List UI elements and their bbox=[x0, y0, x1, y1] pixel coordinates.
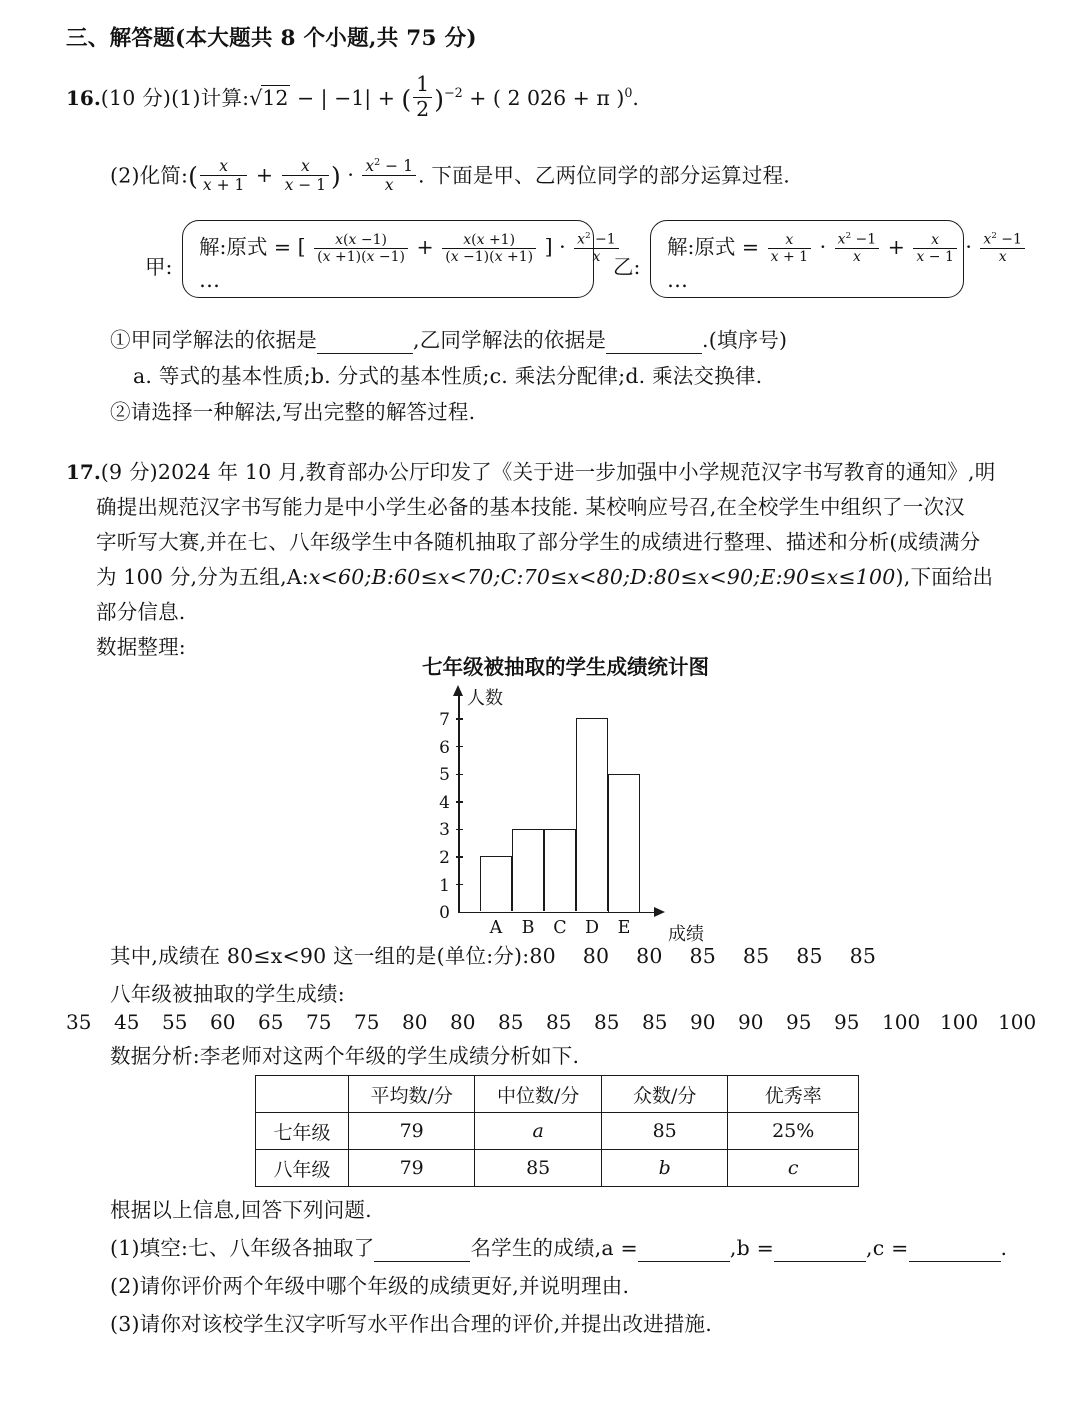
q17-closing-intro: 根据以上信息,回答下列问题. bbox=[110, 1198, 372, 1222]
score-18: 100 bbox=[940, 1010, 979, 1034]
score-0: 35 bbox=[66, 1010, 92, 1034]
score-3: 60 bbox=[210, 1010, 236, 1034]
q16-blank-yi[interactable] bbox=[606, 332, 702, 354]
q17-group-d-v2: 80 bbox=[636, 944, 663, 968]
solution-jia-prefix: 解:原式 = bbox=[199, 235, 292, 259]
q16-part2-expression: ( $\frac{x}{x + 1}$ + $\frac{x}{x - 1}$ ) · $\frac{x^2 - 1}{x}$ bbox=[188, 163, 418, 187]
score-5: 75 bbox=[306, 1010, 332, 1034]
q17-para-line5: 部分信息. bbox=[96, 600, 186, 624]
score-14: 90 bbox=[738, 1010, 764, 1034]
grade7-median: a bbox=[475, 1113, 601, 1150]
solution-box-jia bbox=[182, 220, 616, 298]
q17-para-line1: 2024 年 10 月,教育部办公厅印发了《关于进一步加强中小学规范汉字书写教育的通知》,明 bbox=[157, 460, 996, 484]
q17-analysis-label: 数据分析:李老师对这两个年级的学生成绩分析如下. bbox=[110, 1044, 580, 1068]
q17-blank-b[interactable] bbox=[774, 1240, 866, 1262]
score-13: 90 bbox=[690, 1010, 716, 1034]
score-9: 85 bbox=[498, 1010, 524, 1034]
score-11: 85 bbox=[594, 1010, 620, 1034]
q17-group-d-v5: 85 bbox=[796, 944, 823, 968]
q17-para-line2: 确提出规范汉字书写能力是中小学生必备的基本技能. 某校响应号召,在全校学生中组织了一次汉 bbox=[96, 495, 965, 519]
q17-group-d-v0: 80 bbox=[529, 944, 556, 968]
score-2: 55 bbox=[162, 1010, 188, 1034]
q17-blank-c[interactable] bbox=[909, 1240, 1001, 1262]
q17-data-collect-label: 数据整理: bbox=[96, 635, 186, 659]
table-corner-cell bbox=[256, 1076, 349, 1113]
q16-part1-label: (1)计算: bbox=[171, 85, 250, 110]
q16-sub2-line: ②请选择一种解法,写出完整的解答过程. bbox=[110, 400, 476, 424]
grade7-excellent-rate: 25% bbox=[728, 1113, 859, 1150]
score-6: 75 bbox=[354, 1010, 380, 1034]
score-8: 80 bbox=[450, 1010, 476, 1034]
table-row-label-grade7: 七年级 bbox=[256, 1113, 349, 1150]
bar-chart bbox=[439, 688, 704, 945]
q17-group-d-line bbox=[110, 946, 876, 967]
q17-sub1-text-c: ,b = bbox=[729, 1236, 775, 1260]
y-tick-label-1: 1 bbox=[439, 875, 450, 896]
x-tick-label-E: E bbox=[617, 918, 631, 938]
table-header-row bbox=[256, 1076, 859, 1113]
grade7-mode: 85 bbox=[601, 1113, 727, 1150]
q17-para-line4-pre: 为 100 分,分为五组,A: bbox=[96, 565, 309, 589]
q17-group-d-v6: 85 bbox=[849, 944, 877, 968]
table-row-label-grade8: 八年级 bbox=[256, 1150, 349, 1187]
q17-para-line3: 字听写大赛,并在七、八年级学生中各随机抽取了部分学生的成绩进行整理、描述和分析(成绩满分 bbox=[96, 530, 981, 554]
q17-grade8-label: 八年级被抽取的学生成绩: bbox=[110, 982, 345, 1006]
q17-blank-a[interactable] bbox=[638, 1240, 730, 1262]
solution-box-yi bbox=[650, 220, 1022, 298]
score-4: 65 bbox=[258, 1010, 284, 1034]
q16-blank-jia[interactable] bbox=[317, 332, 413, 354]
grade8-excellent-rate: c bbox=[728, 1150, 859, 1187]
y-axis-label: 人数 bbox=[467, 688, 503, 709]
y-tick-7 bbox=[456, 718, 463, 720]
x-axis bbox=[458, 912, 656, 914]
grade8-mean: 79 bbox=[348, 1150, 474, 1187]
score-7: 80 bbox=[402, 1010, 428, 1034]
y-tick-label-7: 7 bbox=[439, 710, 450, 730]
y-tick-4 bbox=[456, 801, 463, 803]
score-12: 85 bbox=[642, 1010, 668, 1034]
q17-sub1-text-b: 名学生的成绩,a = bbox=[470, 1236, 638, 1260]
table-header-median: 中位数/分 bbox=[475, 1076, 601, 1113]
bar-E bbox=[608, 774, 640, 912]
table-row bbox=[256, 1150, 859, 1187]
x-tick-label-A: A bbox=[489, 918, 503, 938]
q17-para-line4-post: ),下面给出 bbox=[895, 565, 994, 589]
solution-jia-ellipsis: … bbox=[199, 268, 222, 292]
y-tick-2 bbox=[456, 856, 463, 858]
q16-sub1-text-c: .(填序号) bbox=[702, 328, 788, 352]
bar-B bbox=[512, 829, 544, 912]
q17-blank-count[interactable] bbox=[374, 1240, 470, 1262]
solution-jia-expression: 解:原式 = [ $\frac{x(x -1)}{(x +1)(x -1)}$ + $\frac{x(x +1)}{(x -1)(x +1)}$ ] · $\frac{x^2 -1}{x}$ bbox=[199, 230, 621, 265]
table-header-mode: 众数/分 bbox=[601, 1076, 727, 1113]
q16-number: 16. bbox=[66, 85, 101, 110]
grade8-mode: b bbox=[601, 1150, 727, 1187]
score-10: 85 bbox=[546, 1010, 572, 1034]
q17-group-definitions: x<60;B:60≤x<70;C:70≤x<80;D:80≤x<90;E:90≤x≤100 bbox=[308, 565, 896, 589]
y-tick-6 bbox=[456, 746, 463, 748]
y-tick-1 bbox=[456, 884, 463, 886]
q16-options-line: a. 等式的基本性质;b. 分式的基本性质;c. 乘法分配律;d. 乘法交换律. bbox=[133, 364, 763, 388]
section-heading: 三、解答题(本大题共 8 个小题,共 75 分) bbox=[66, 26, 477, 51]
bar-D bbox=[576, 718, 608, 911]
score-17: 100 bbox=[882, 1010, 921, 1034]
score-16: 95 bbox=[834, 1010, 860, 1034]
y-tick-label-2: 2 bbox=[439, 848, 450, 868]
y-axis-arrow-icon bbox=[453, 685, 463, 696]
y-tick-label-0: 0 bbox=[439, 903, 450, 924]
q17-sub1-text-e: . bbox=[1000, 1236, 1008, 1260]
x-tick-label-D: D bbox=[584, 918, 600, 938]
y-tick-label-5: 5 bbox=[439, 765, 450, 786]
score-1: 45 bbox=[114, 1010, 140, 1034]
grade8-median: 85 bbox=[475, 1150, 601, 1187]
q17-para-line4 bbox=[96, 567, 993, 588]
y-axis bbox=[458, 696, 460, 913]
q17-points: (9 分) bbox=[100, 460, 158, 484]
bar-C bbox=[544, 829, 576, 912]
q16-sub1-line bbox=[110, 330, 787, 354]
y-tick-label-4: 4 bbox=[439, 792, 450, 813]
q17-sub2-line: (2)请你评价两个年级中哪个年级的成绩更好,并说明理由. bbox=[110, 1274, 630, 1298]
solution-yi-expression: 解:原式 = $\frac{x}{x + 1}$ · $\frac{x^2 -1}{x}$ + $\frac{x}{x - 1}$ · $\frac{x^2 -1}{x}$ bbox=[667, 230, 1027, 265]
table-header-mean: 平均数/分 bbox=[348, 1076, 474, 1113]
y-tick-label-3: 3 bbox=[439, 820, 450, 841]
q17-sub3-line: (3)请你对该校学生汉字听写水平作出合理的评价,并提出改进措施. bbox=[110, 1312, 712, 1336]
solution-box-yi-label: 乙: bbox=[613, 255, 641, 279]
q16-sub1-text-b: ,乙同学解法的依据是 bbox=[413, 328, 607, 352]
table-row bbox=[256, 1113, 859, 1150]
x-tick-label-C: C bbox=[553, 918, 567, 938]
score-19: 100 bbox=[998, 1010, 1037, 1034]
q17-group-d-prefix: 其中,成绩在 80≤x<90 这一组的是(单位:分): bbox=[110, 944, 530, 968]
solution-yi-ellipsis: … bbox=[667, 268, 690, 292]
q16-line1 bbox=[66, 74, 639, 120]
q17-group-d-v4: 85 bbox=[742, 944, 770, 968]
chart-title: 七年级被抽取的学生成绩统计图 bbox=[422, 655, 709, 679]
bar-A bbox=[480, 856, 512, 911]
x-axis-arrow-icon bbox=[654, 907, 665, 917]
q16-part1-expression: √12 − | −1| + ( $\frac{1}{2}$ )$^{-2}$ + ( 2 026 + π )$^0$. bbox=[249, 72, 639, 121]
q16-part2-tail: . 下面是甲、乙两位同学的部分运算过程. bbox=[417, 163, 790, 188]
q17-line1 bbox=[66, 462, 995, 483]
q17-grade8-scores bbox=[66, 1010, 1056, 1034]
q16-line2 bbox=[110, 158, 790, 194]
q16-part2-label: (2)化简: bbox=[110, 163, 189, 188]
statistics-table bbox=[255, 1075, 859, 1187]
q16-sub1-text-a: ①甲同学解法的依据是 bbox=[110, 328, 317, 352]
table-header-excellent-rate: 优秀率 bbox=[728, 1076, 859, 1113]
q17-sub1-line bbox=[110, 1238, 1007, 1262]
x-axis-label: 成绩 bbox=[668, 924, 704, 945]
q17-group-d-v1: 80 bbox=[582, 944, 610, 968]
y-tick-3 bbox=[456, 829, 463, 831]
solution-box-jia-label: 甲: bbox=[145, 255, 173, 279]
y-tick-label-6: 6 bbox=[439, 737, 450, 758]
x-tick-label-B: B bbox=[521, 918, 535, 938]
y-tick-5 bbox=[456, 774, 463, 776]
q17-sub1-text-d: ,c = bbox=[866, 1236, 909, 1260]
q17-number: 17. bbox=[66, 460, 101, 484]
q17-sub1-text-a: (1)填空:七、八年级各抽取了 bbox=[110, 1236, 375, 1260]
q16-points: (10 分) bbox=[100, 85, 172, 110]
score-15: 95 bbox=[786, 1010, 812, 1034]
q17-group-d-v3: 85 bbox=[689, 944, 716, 968]
grade7-mean: 79 bbox=[348, 1113, 474, 1150]
solution-yi-prefix: 解:原式 = bbox=[667, 235, 760, 259]
